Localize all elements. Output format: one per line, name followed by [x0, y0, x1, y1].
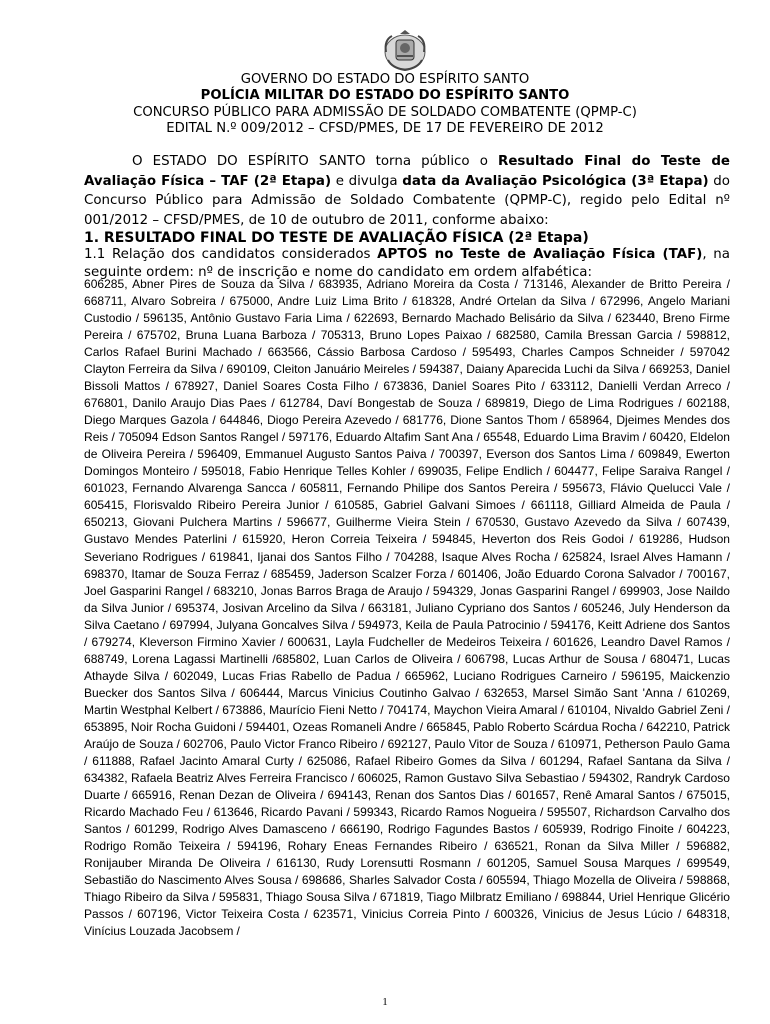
- state-coat-of-arms-icon: [382, 30, 428, 72]
- header-contest: CONCURSO PÚBLICO PARA ADMISSÃO DE SOLDADO COMBATENTE (QPMP-C): [133, 105, 637, 120]
- intro-bold-2: data da Avaliação Psicológica (3ª Etapa): [402, 173, 709, 189]
- page-number: 1: [382, 996, 388, 1008]
- subsection-text-2: , na seguinte ordem: nº de inscrição e nome do candidato em ordem alfabética:: [84, 247, 730, 280]
- intro-text-2: e divulga: [331, 173, 403, 189]
- candidate-list: 606285, Abner Pires de Souza da Silva / 683935, Adriano Moreira da Costa / 713146, Alexander de Britto Pereira / 668711, Alvaro Sobreira / 675000, Andre Luiz Lima Brito / 618328, André Ortelan da Silva / 672996, Angelo Mariani Custodio / 596135, Antônio Gustavo Faria Lima / 622693, Bernardo Machado Belisário da Silva / 623440, Breno Firme Pereira / 675702, Bruna Luana Barboza / 705313, Bruno Lopes Paixao / 682580, Camila Bressan Garcia / 598812, Carlos Rafael Burini Machado / 663566, Cássio Barbosa Cardoso / 595493, Charles Campos Schneider / 597042 Clayton Ferreira da Silva / 690109, Cleiton Januário Meireles / 594387, Daiany Aparecida Luchi da Silva / 669253, Daniel Bissoli Mattos / 678927, Daniel Soares Costa Filho / 673836, Daniel Soares Pito / 633112, Danielli Verdan Arreco / 676801, Danilo Araujo Dias Paes / 612784, Daví Bongestab de Souza / 689819, Diego de Lima Rodrigues / 602188, Diego Marques Gazola / 644846, Diogo Pereira Azevedo / 681776, Dione Santos Thom / 658964, Djeimes Mendes dos Reis / 705094 Edson Santos Rangel / 597176, Eduardo Altafim Sant Ana / 65548, Eduardo Lima Bravim / 60420, Eldelon de Oliveira Pereira / 596409, Emmanuel Augusto Santos Paiva / 700397, Everson dos Santos Lima / 609849, Ewerton Domingos Monteiro / 595018, Fabio Henrique Telles Kohler / 699035, Felipe Endlich / 604477, Felipe Saraiva Rangel / 601023, Fernando Alvarenga Sancca / 605811, Fernando Philipe dos Santos Pereira / 595673, Flávio Quelucci Vale / 605415, Florisvaldo Ribeiro Pereira Junior / 610585, Gabriel Galvani Simoes / 661118, Gilliard Almeida de Paula / 650213, Giovani Pulchera Martins / 596677, Guilherme Vieira Stein / 670530, Gustavo Azevedo da Silva / 607439, Gustavo Mendes Paterlini / 615920, Heron Correia Teixeira / 594845, Heverton dos Reis Godoi / 619286, Hudson Severiano Rodrigues / 619841, Ijanai dos Santos Filho / 704288, Isaque Alves Rocha / 625824, Israel Alves Hamann / 698370, Itamar de Souza Ferraz / 685459, Jaderson Scalzer Forza / 601406, João Eduardo Corona Salvador / 700167, Joel Gasparini Rangel / 683210, Jonas Barros Braga de Araujo / 594329, Jonas Gasparini Rangel / 699903, Jose Naildo da Silva Junior / 695374, Josivan Arcelino da Silva / 663181, Juliano Cypriano dos Santos / 605246, July Henderson da Silva Caetano / 697994, Julyana Goncalves Silva / 594973, Keila de Paula Patrocinio / 594176, Keitt Adriene dos Santos / 679274, Kleverson Firmino Xavier / 600631, Layla Fudcheller de Medeiros Teixeira / 601626, Leandro Davel Ramos / 688749, Lorena Lagassi Martinelli /685802, Luan Carlos de Oliveira / 606798, Lucas Arthur de Sousa / 680471, Lucas Athayde Silva / 602049, Lucas Frias Rabello de Padua / 665962, Luciano Rodrigues Carneiro / 596195, Maickenzio Buecker dos Santos Silva / 606444, Marcus Vinicius Coutinho Galvao / 632653, Marsel Simão Sant 'Anna / 610269, Martin Westphal Kelbert / 673886, Maurício Fieni Netto / 704174, Maychon Vieira Amaral / 610104, Nivaldo Gabriel Zeni / 653895, Noir Rocha Guidoni / 594401, Ozeas Romaneli Andre / 665845, Pablo Roberto Scárdua Rocha / 642210, Patrick Araújo de Souza / 602706, Paulo Victor Franco Ribeiro / 692127, Paulo Vitor de Souza / 610971, Petherson Paulo Gama / 611888, Rafael Jacinto Amaral Curty / 625086, Rafael Ribeiro Gomes da Silva / 601294, Rafael Santana da Silva / 634382, Rafaela Beatriz Alves Ferreira Francisco / 606025, Ramon Gustavo Silva Sebastiao / 594302, Randryk Cardoso Duarte / 665916, Renan Dezan de Oliveira / 694143, Renan dos Santos Dias / 601657, Renê Amaral Santos / 675015, Ricardo Machado Feu / 613646, Ricardo Pavani / 599343, Ricardo Ramos Nogueira / 595507, Richardson Carvalho dos Santos / 601299, Rodrigo Alves Damasceno / 666190, Rodrigo Fagundes Bastos / 605939, Rodrigo Finoite / 604223, Rodrigo Romão Teixeira / 594196, Rohary Eneas Fernandes Ribeiro / 636521, Ronan da Silva Miller / 596882, Ronijauber Miranda De Oliveira / 616130, Rudy Lorensutti Rosmann / 601205, Samuel Sousa Marques / 699549, Sebastião do Nascimento Alves Sousa / 698686, Sharles Salvador Costa / 605594, Thiago Mozella de Oliveira / 598868, Thiago Ribeiro da Silva / 595831, Thiago Sousa Silva / 671819, Tiago Milbratz Emiliano / 698844, Uriel Henrique Glicério Passos / 607196, Victor Teixeira Costa / 623571, Vinicius Correia Pinto / 600326, Vinicius de Jesus Lúcio / 648318, Vinícius Louzada Jacobsem /: [84, 277, 730, 939]
- intro-bold-1: Resultado Final do Teste de Avaliação Física – TAF (2ª Etapa): [84, 154, 730, 189]
- section-title: 1. RESULTADO FINAL DO TESTE DE AVALIAÇÃO FÍSICA (2ª Etapa): [84, 230, 589, 246]
- intro-text-3: do Concurso Público para Admissão de Soldado Combatente (QPMP-C), regido pelo Edital nº 001/2012 – CFSD/PMES, de 10 de outubro de 2011, conforme abaixo:: [84, 173, 730, 228]
- header-government: GOVERNO DO ESTADO DO ESPÍRITO SANTO: [240, 72, 530, 87]
- header-edital: EDITAL N.º 009/2012 – CFSD/PMES, DE 17 DE FEVEREIRO DE 2012: [166, 121, 604, 136]
- subsection-bold: APTOS no Teste de Avaliação Física (TAF): [377, 247, 703, 262]
- subsection-text-1: 1.1 Relação dos candidatos considerados: [84, 247, 378, 262]
- intro-text-1: O ESTADO DO ESPÍRITO SANTO torna público o: [132, 154, 499, 169]
- header-police: POLÍCIA MILITAR DO ESTADO DO ESPÍRITO SANTO: [200, 88, 570, 103]
- intro-paragraph: [84, 152, 730, 230]
